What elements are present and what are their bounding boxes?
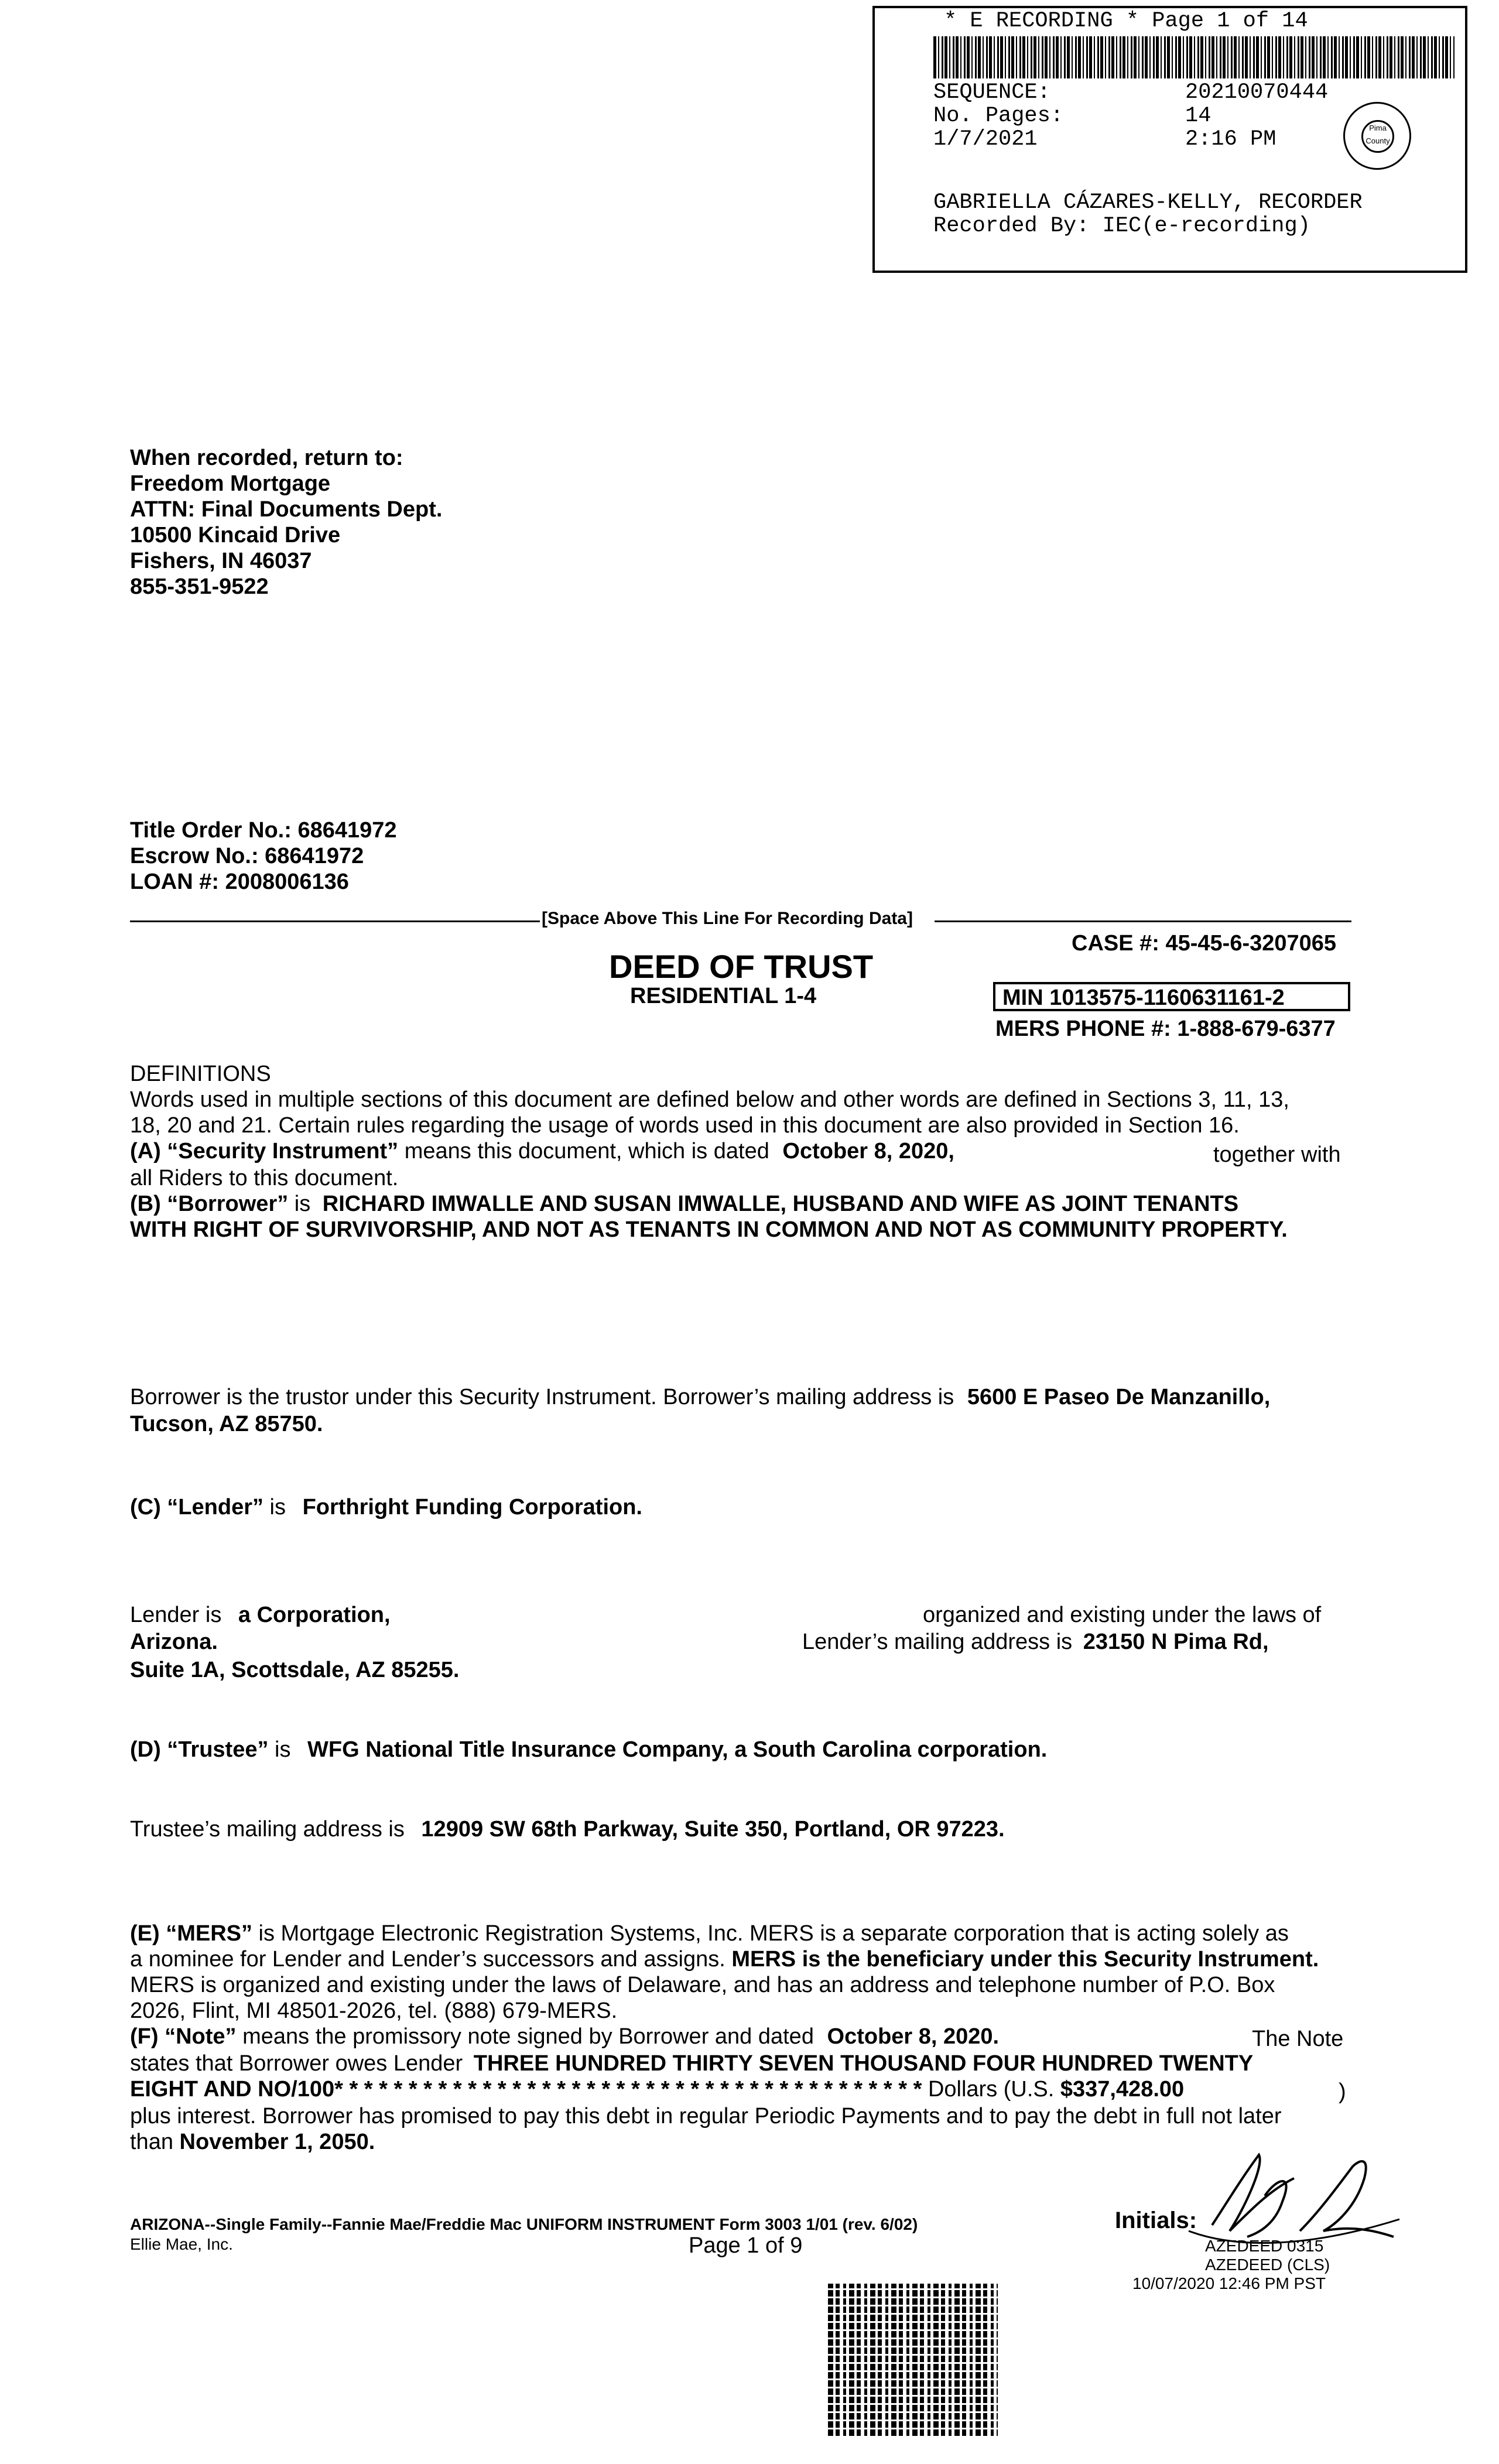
form-code-1: AZEDEED 0315: [1205, 2237, 1324, 2255]
definition-c-is: is: [263, 1495, 292, 1520]
definition-a: [130, 1138, 954, 1164]
definitions-intro-line-2: 18, 20 and 21. Certain rules regarding the usage of words used in this document are also provided in Section 16.: [130, 1113, 1240, 1138]
definition-f-line-1: [130, 2024, 999, 2049]
lender-address-line-1: 23150 N Pima Rd,: [1083, 1630, 1269, 1654]
county-seal-icon: [1343, 102, 1411, 170]
stamp-sequence-value: 20210070444: [1185, 80, 1329, 105]
definition-b-is: is: [288, 1192, 317, 1216]
definition-d-label: (D) “Trustee”: [130, 1737, 269, 1762]
data-matrix-barcode: [828, 2284, 998, 2436]
definition-c: [130, 1494, 642, 1520]
definition-e-line-4: 2026, Flint, MI 48501-2026, tel. (888) 679-MERS.: [130, 1998, 618, 2023]
definition-f-text-1: means the promissory note signed by Borrower and dated: [236, 2024, 820, 2049]
min-box: [993, 982, 1350, 1011]
borrower-address-line-1: 5600 E Paseo De Manzanillo,: [967, 1385, 1271, 1409]
definition-c-label: (C) “Lender”: [130, 1495, 263, 1520]
trustee-address: 12909 SW 68th Parkway, Suite 350, Portland, OR 97223.: [421, 1817, 1005, 1842]
mers-beneficiary: MERS is the beneficiary under this Security Instrument.: [731, 1947, 1319, 1972]
stamp-date: 1/7/2021: [933, 127, 1038, 152]
definition-a-text: means this document, which is dated: [398, 1139, 776, 1163]
lender-mailing-line: [802, 1629, 1269, 1655]
stamp-pages-label: No. Pages:: [933, 104, 1064, 128]
min-number: MIN 1013575-1160631161-2: [1002, 985, 1285, 1010]
note-date: October 8, 2020.: [827, 2024, 1000, 2049]
definition-e-text-1: is Mortgage Electronic Registration Systems, Inc. MERS is a separate corporation that is acting solely as: [252, 1921, 1289, 1946]
stamp-time: 2:16 PM: [1185, 127, 1276, 152]
definition-b: [130, 1191, 1238, 1217]
definition-f-line-3: [130, 2076, 1184, 2102]
definition-f-line-5: [130, 2129, 375, 2155]
stamp-header: * E RECORDING * Page 1 of 14: [944, 9, 1308, 33]
definition-e-line-2: [130, 1946, 1319, 1972]
loan-amount-value: $337,428.00: [1060, 2077, 1185, 2102]
form-timestamp: 10/07/2020 12:46 PM PST: [1132, 2274, 1326, 2292]
definition-a-label: (A) “Security Instrument”: [130, 1139, 399, 1163]
definition-f-label: (F) “Note”: [130, 2024, 237, 2049]
definition-d: [130, 1737, 1047, 1763]
form-identifier: ARIZONA--Single Family--Fannie Mae/Freddie Mac UNIFORM INSTRUMENT Form 3003 1/01 (rev. 6/02): [130, 2215, 918, 2233]
definition-e-text-2a: a nominee for Lender and Lender’s successors and assigns.: [130, 1947, 732, 1972]
lender-is: Lender is: [130, 1603, 228, 1627]
stamp-recorder: GABRIELLA CÁZARES-KELLY, RECORDER: [933, 190, 1363, 215]
loan-amount-close: ): [1339, 2079, 1346, 2104]
definition-e-line-3: MERS is organized and existing under the laws of Delaware, and has an address and telephone number of P.O. Box: [130, 1973, 1275, 1997]
document-title: DEED OF TRUST: [609, 948, 874, 985]
loan-amount-words-1: THREE HUNDRED THIRTY SEVEN THOUSAND FOUR HUNDRED TWENTY: [473, 2051, 1254, 2076]
lender-state: Arizona.: [130, 1630, 218, 1654]
definition-a-line-2: all Riders to this document.: [130, 1166, 399, 1190]
stamp-sequence-label: SEQUENCE:: [933, 80, 1050, 105]
recording-divider-left: [130, 920, 540, 922]
stamp-recorded-by: Recorded By: IEC(e-recording): [933, 214, 1310, 238]
barcode: [933, 36, 1454, 78]
definition-f-text-2: states that Borrower owes Lender: [130, 2051, 469, 2076]
definition-f-line-4: plus interest. Borrower has promised to pay this debt in regular Periodic Payments and to pay the debt in full not later: [130, 2104, 1282, 2128]
definitions-intro-line-1: Words used in multiple sections of this document are defined below and other words are defined in Sections 3, 11, 13,: [130, 1087, 1289, 1112]
definition-a-tail: together with: [1213, 1142, 1341, 1167]
lender-type: a Corporation,: [238, 1603, 391, 1627]
trustee-mailing-label: Trustee’s mailing address is: [130, 1817, 411, 1842]
security-instrument-date: October 8, 2020,: [782, 1139, 954, 1163]
initials-label: Initials:: [1115, 2208, 1197, 2233]
borrower-address-line-2: Tucson, AZ 85750.: [130, 1412, 323, 1436]
definition-d-is: is: [268, 1737, 297, 1762]
mers-phone: MERS PHONE #: 1-888-679-6377: [995, 1017, 1336, 1041]
return-to-attn: ATTN: Final Documents Dept.: [130, 497, 443, 522]
definition-f-than: than: [130, 2130, 180, 2154]
definition-e-label: (E) “MERS”: [130, 1921, 252, 1946]
county-seal-text: Pima County: [1361, 120, 1394, 153]
loan-amount-words-2: EIGHT AND NO/100* * * * * * * * * * * * * * * * * * * * * * * * * * * * * * * * * * * * * * * *: [130, 2077, 922, 2102]
maturity-date: November 1, 2050.: [179, 2130, 375, 2154]
dollars-label: Dollars (U.S.: [922, 2077, 1060, 2102]
title-order-number: Title Order No.: 68641972: [130, 818, 397, 843]
trustee-mailing-line: [130, 1816, 1005, 1842]
return-to-city: Fishers, IN 46037: [130, 549, 312, 573]
lender-type-line: [130, 1602, 391, 1628]
trustee-name: WFG National Title Insurance Company, a South Carolina corporation.: [307, 1737, 1048, 1762]
return-to-heading: When recorded, return to:: [130, 446, 403, 470]
escrow-number: Escrow No.: 68641972: [130, 844, 364, 868]
lender-name: Forthright Funding Corporation.: [302, 1495, 642, 1520]
return-to-phone: 855-351-9522: [130, 574, 269, 599]
borrower-names-line-1: RICHARD IMWALLE AND SUSAN IMWALLE, HUSBAND AND WIFE AS JOINT TENANTS: [322, 1192, 1239, 1216]
page-number: Page 1 of 9: [689, 2233, 803, 2258]
form-vendor: Ellie Mae, Inc.: [130, 2235, 233, 2253]
borrower-names-line-2: WITH RIGHT OF SURVIVORSHIP, AND NOT AS TENANTS IN COMMON AND NOT AS COMMUNITY PROPERTY.: [130, 1217, 1288, 1242]
loan-number: LOAN #: 2008006136: [130, 870, 349, 894]
space-above-label: [Space Above This Line For Recording Data]: [542, 909, 913, 928]
return-to-block: [130, 445, 442, 600]
document-subtitle: RESIDENTIAL 1-4: [630, 984, 817, 1008]
lender-mailing-label: Lender’s mailing address is: [802, 1630, 1079, 1654]
case-number: CASE #: 45-45-6-3207065: [1072, 931, 1337, 956]
recording-divider-right: [935, 920, 1351, 922]
stamp-pages-value: 14: [1185, 104, 1211, 128]
definition-e-line-1: [130, 1921, 1289, 1946]
definition-f-tail: The Note: [1252, 2027, 1344, 2051]
order-numbers: [130, 817, 397, 895]
lender-organized: organized and existing under the laws of: [923, 1603, 1322, 1627]
definition-b-label: (B) “Borrower”: [130, 1192, 289, 1216]
return-to-company: Freedom Mortgage: [130, 471, 331, 496]
recording-stamp: [872, 6, 1467, 273]
lender-address-line-2: Suite 1A, Scottsdale, AZ 85255.: [130, 1658, 460, 1682]
definition-f-line-2: [130, 2051, 1253, 2076]
definitions-heading: DEFINITIONS: [130, 1062, 271, 1086]
form-code-2: AZEDEED (CLS): [1205, 2256, 1330, 2274]
trustor-line: [130, 1384, 1270, 1410]
trustor-text: Borrower is the trustor under this Security Instrument. Borrower’s mailing address is: [130, 1385, 960, 1409]
return-to-street: 10500 Kincaid Drive: [130, 523, 341, 547]
